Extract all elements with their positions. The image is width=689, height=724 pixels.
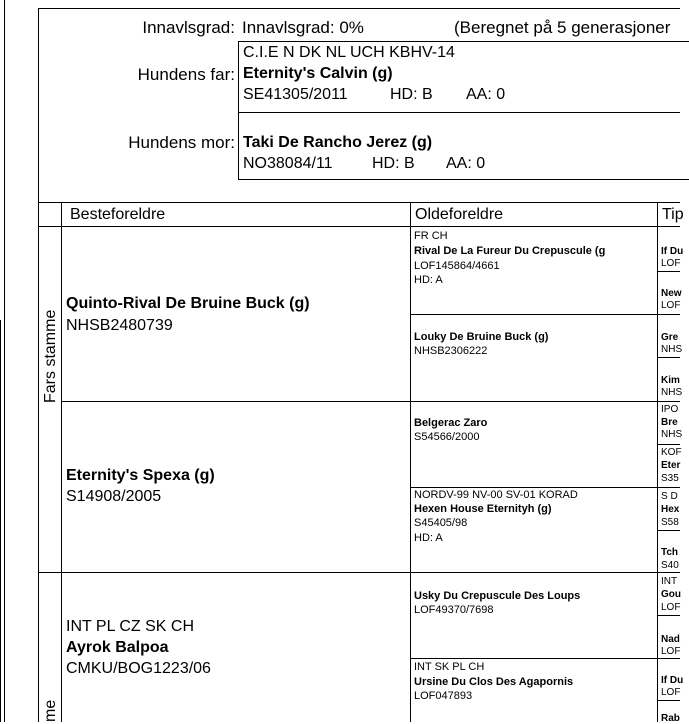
header-bottom-line xyxy=(38,202,680,203)
ggg-10-reg: LOF xyxy=(661,646,681,657)
ggg-9-reg: LOF xyxy=(661,602,681,613)
ggg-5-titles: IPO xyxy=(661,404,679,415)
ggg-11-name: If Du xyxy=(661,675,684,686)
ggg-column xyxy=(660,227,684,724)
grandparent-name: Quinto-Rival De Bruine Buck (g) xyxy=(66,295,310,312)
col-line-1 xyxy=(61,202,62,722)
sire-name: Eternity's Calvin (g) xyxy=(243,65,393,82)
ggg-3-name: Gre xyxy=(661,332,679,343)
gg-divider-1 xyxy=(410,314,680,315)
left-margin-line xyxy=(38,8,39,722)
ggg-10-name: Nad xyxy=(661,634,680,645)
ggg-2-name: New xyxy=(661,288,682,299)
column-header-divider xyxy=(38,226,680,227)
top-border xyxy=(38,8,680,9)
grandparent-reg: S14908/2005 xyxy=(66,488,162,505)
ggg-1-reg: LOF xyxy=(661,258,681,269)
section-divider xyxy=(38,572,680,573)
ggg-6-reg: S35 xyxy=(661,473,679,484)
gg-extra: HD: A xyxy=(414,274,443,286)
dam-side-label: me xyxy=(42,699,59,722)
grandparent-name: Eternity's Spexa (g) xyxy=(66,467,215,484)
ggg-2-reg: LOF xyxy=(661,300,681,311)
gg-reg: S54566/2000 xyxy=(414,431,480,443)
grandparent-divider-1 xyxy=(61,401,680,402)
ggg-7-reg: S58 xyxy=(661,517,679,528)
sire-titles: C.I.E N DK NL UCH KBHV-14 xyxy=(243,44,455,61)
inbreeding-value: Innavlsgrad: 0% xyxy=(242,18,364,37)
dam-label: Hundens mor: xyxy=(128,133,235,152)
gg-divider-3 xyxy=(410,487,680,488)
col-line-3 xyxy=(657,202,658,722)
gg-reg: LOF49370/7698 xyxy=(414,604,494,616)
sire-hd: HD: B xyxy=(390,86,433,103)
ggg-8-reg: S40 xyxy=(661,560,679,571)
col-header-great-grandparents: Oldeforeldre xyxy=(415,206,504,223)
grandparent-reg: CMKU/BOG1223/06 xyxy=(66,660,211,677)
gg-reg: LOF145864/4661 xyxy=(414,260,500,272)
gg-titles: INT SK PL CH xyxy=(414,661,485,673)
sire-label: Hundens far: xyxy=(137,65,235,84)
ggg-5-reg: NHS xyxy=(661,429,683,440)
gg-name: Rival De La Fureur Du Crepuscule (g xyxy=(414,245,606,257)
ggg-9-titles: INT xyxy=(661,576,678,587)
gg-name: Ursine Du Clos Des Agapornis xyxy=(414,676,574,688)
ggg-7-name: Hex xyxy=(661,504,680,515)
far-left-line xyxy=(4,0,5,722)
dam-hd: HD: B xyxy=(372,155,415,172)
gg-name: Louky De Bruine Buck (g) xyxy=(414,331,549,343)
grandparent-reg: NHSB2480739 xyxy=(66,317,173,334)
ggg-7-titles: S D xyxy=(661,491,678,502)
col-header-grandparents: Besteforeldre xyxy=(70,206,166,223)
gg-name: Usky Du Crepuscule Des Loups xyxy=(414,590,581,602)
grandparent-titles: INT PL CZ SK CH xyxy=(66,618,195,635)
dam-aa: AA: 0 xyxy=(446,155,486,172)
ggg-6-name: Eter xyxy=(661,460,681,471)
gg-name: Belgerac Zaro xyxy=(414,417,488,429)
ggg-12-name: Rab xyxy=(661,713,680,724)
gg-divider-5 xyxy=(410,658,680,659)
col-line-2 xyxy=(410,202,411,722)
page-edge-line xyxy=(0,320,1,722)
gg-titles: NORDV-99 NV-00 SV-01 KORAD xyxy=(414,489,578,501)
gg-name: Hexen House Eternityh (g) xyxy=(414,503,552,515)
sire-aa: AA: 0 xyxy=(466,86,506,103)
gg-reg: NHSB2306222 xyxy=(414,345,488,357)
gg-reg: S45405/98 xyxy=(414,517,468,529)
gg-titles: FR CH xyxy=(414,230,448,242)
sire-side-label: Fars stamme xyxy=(42,309,59,403)
inbreeding-label: Innavlsgrad: xyxy=(142,18,235,37)
gg-extra: HD: A xyxy=(414,532,443,544)
ggg-8-name: Tch xyxy=(661,547,679,558)
dam-reg: NO38084/11 xyxy=(243,155,333,172)
ggg-4-name: Kim xyxy=(661,375,680,386)
ggg-6-titles: KOF xyxy=(661,447,682,458)
ggg-1-name: If Du xyxy=(661,246,684,257)
ggg-5-name: Bre xyxy=(661,417,678,428)
sire-dam-divider xyxy=(238,112,680,113)
dam-name: Taki De Rancho Jerez (g) xyxy=(243,134,433,151)
ggg-4-reg: NHS xyxy=(661,387,683,398)
grandparent-name: Ayrok Balpoa xyxy=(66,639,169,656)
ggg-3-reg: NHS xyxy=(661,344,683,355)
ggg-9-name: Gou xyxy=(661,589,681,600)
computed-note: (Beregnet på 5 generasjoner xyxy=(454,18,671,37)
col-header-great-great: Tip xyxy=(662,206,684,223)
sire-reg: SE41305/2011 xyxy=(243,86,348,103)
gg-reg: LOF047893 xyxy=(414,690,473,702)
ggg-11-reg: LOF xyxy=(661,687,681,698)
